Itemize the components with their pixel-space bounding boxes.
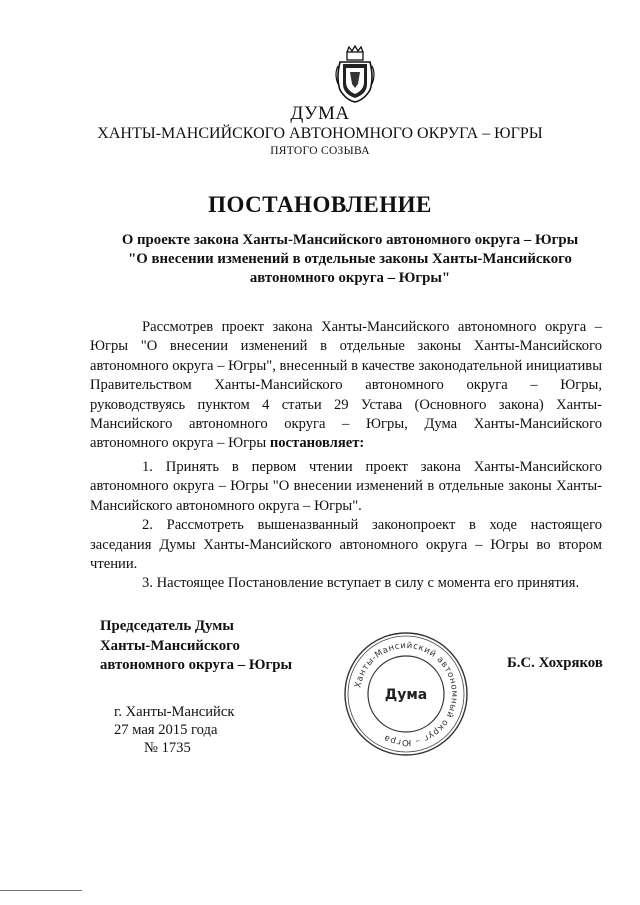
coat-of-arms-icon (332, 44, 378, 104)
resolution-item-2: 2. Рассмотреть вышеназванный законопроект в ходе настоящего заседания Думы Ханты-Мансийского автономного округа – Югры во втором чтении. (90, 517, 602, 573)
svg-text:Дума: Дума (384, 687, 428, 703)
svg-text:Ханты-Мансийский автономный ок: Ханты-Мансийский автономный округ – Югра (353, 640, 460, 748)
bottom-divider (0, 890, 82, 891)
subject-line-2: "О внесении изменений в отдельные законы Ханты-Мансийского (128, 251, 572, 267)
document-subject (90, 231, 610, 288)
document-type-title: ПОСТАНОВЛЕНИЕ (208, 192, 432, 217)
subject-line-3: автономного округа – Югры" (249, 270, 451, 286)
preamble-text: Рассмотрев проект закона Ханты-Мансийского автономного округа – Югры "О внесении изменений в отдельные законы Ханты-Мансийского автономного округа – Югры", внесенный в качестве законодательной инициативы Правительством Ханты-Мансийского автономного округа – Югры, руководствуясь пунктом 4 статьи 29 Устава (Основного закона) Ханты-Мансийского автономного округа – Югры, Дума Ханты-Мансийского автономного округа – Югры (90, 319, 602, 452)
convocation-title: ПЯТОГО СОЗЫВА (270, 145, 370, 157)
place-date-block (114, 703, 234, 757)
resolution-item-1: 1. Принять в первом чтении проект закона Ханты-Мансийского автономного округа – Югры "О внесении изменений в отдельные законы Ханты-Мансийского автономного округа – Югры". (90, 459, 602, 514)
chairman-line-1: Председатель Думы (100, 618, 234, 634)
official-seal-stamp (340, 628, 472, 760)
signer-name: Б.С. Хохряков (507, 655, 603, 671)
city: г. Ханты-Мансийск (114, 704, 235, 720)
chairman-line-2: Ханты-Мансийского (100, 637, 240, 654)
resolves-word: постановляет: (269, 435, 365, 452)
date: 27 мая 2015 года (114, 722, 218, 738)
subject-line-1: О проекте закона Ханты-Мансийского автономного округа – Югры (121, 232, 579, 248)
preamble-paragraph (90, 318, 602, 454)
chairman-title (100, 617, 292, 676)
duma-title: ДУМА (290, 103, 350, 124)
resolution-items (90, 458, 602, 594)
document-number: № 1735 (144, 740, 191, 756)
okrug-title: ХАНТЫ-МАНСИЙСКОГО АВТОНОМНОГО ОКРУГА – ЮГРЫ (97, 125, 543, 142)
chairman-line-3: автономного округа – Югры (100, 657, 293, 673)
resolution-item-3: 3. Настоящее Постановление вступает в силу с момента его принятия. (142, 575, 580, 592)
